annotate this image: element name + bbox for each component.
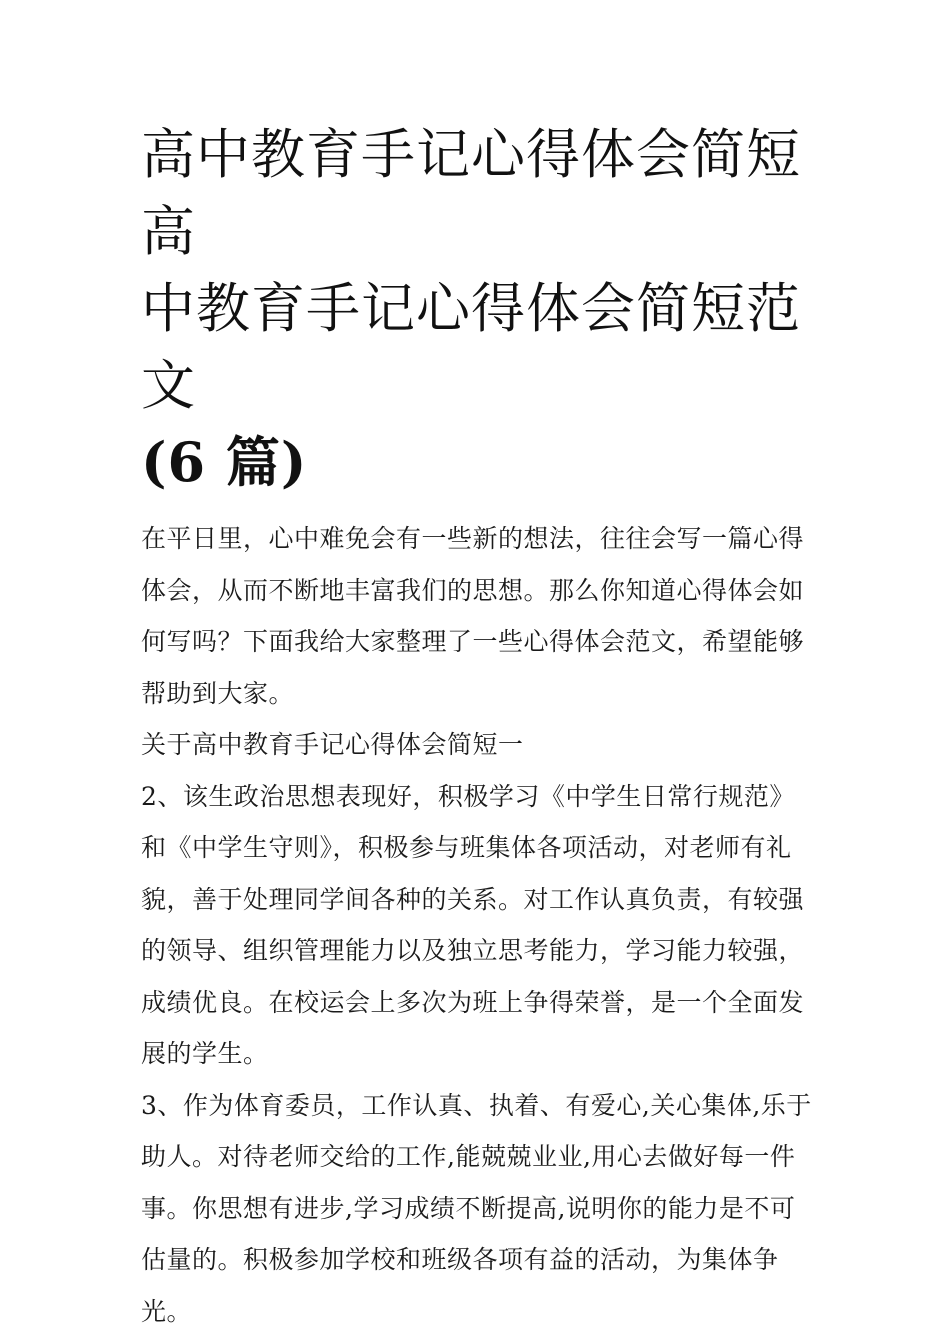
title-line-2: 中教育手记心得体会简短范文 [141,270,817,424]
section-heading: 关于高中教育手记心得体会简短一 [141,719,817,771]
intro-paragraph: 在平日里，心中难免会有一些新的想法，往往会写一篇心得体会，从而不断地丰富我们的思想。那么你知道心得体会如何写吗？下面我给大家整理了一些心得体会范文，希望能够帮助到大家。 [141,513,817,719]
document-title [141,116,817,501]
document-content [141,116,817,1337]
document-body [141,513,817,1337]
paragraph-3: 3、作为体育委员，工作认真、执着、有爱心,关心集体,乐于助人。对待老师交给的工作,能兢兢业业,用心去做好每一件事。你思想有进步,学习成绩不断提高,说明你的能力是不可估量的。积极参加学校和班级各项有益的活动，为集体争光。 [141,1080,817,1337]
title-line-1: 高中教育手记心得体会简短 高 [141,116,817,270]
title-line-3: (6 篇) [141,424,817,501]
paragraph-2: 2、该生政治思想表现好，积极学习《中学生日常行规范》和《中学生守则》，积极参与班集体各项活动，对老师有礼貌，善于处理同学间各种的关系。对工作认真负责，有较强的领导、组织管理能力以及独立思考能力，学习能力较强，成绩优良。在校运会上多次为班上争得荣誉，是一个全面发展的学生。 [141,771,817,1080]
